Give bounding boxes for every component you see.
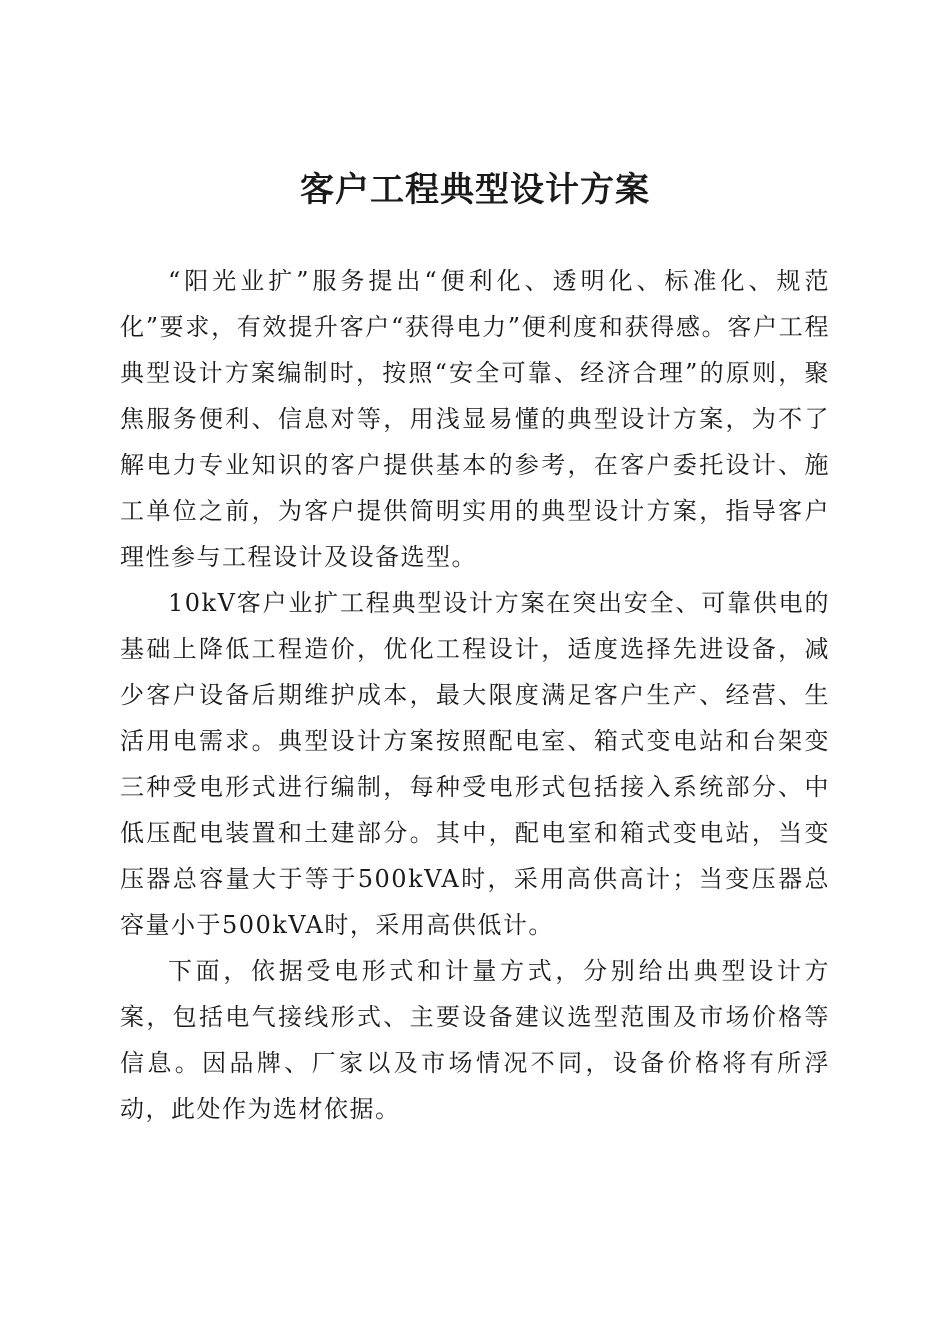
document-body (120, 258, 830, 1132)
paragraph-following: 下面，依据受电形式和计量方式，分别给出典型设计方案，包括电气接线形式、主要设备建议选型范围及市场价格等信息。因品牌、厂家以及市场情况不同，设备价格将有所浮动，此处作为选材依据。 (120, 957, 830, 1123)
document-title: 客户工程典型设计方案 (300, 170, 650, 210)
paragraph-10kv-scheme: 10kV客户业扩工程典型设计方案在突出安全、可靠供电的基础上降低工程造价，优化工程设计，适度选择先进设备，减少客户设备后期维护成本，最大限度满足客户生产、经营、生活用电需求。典型设计方案按照配电室、箱式变电站和台架变三种受电形式进行编制，每种受电形式包括接入系统部分、中低压配电装置和土建部分。其中，配电室和箱式变电站，当变压器总容量大于等于500kVA时，采用高供高计；当变压器总容量小于500kVA时，采用高供低计。 (120, 589, 830, 939)
paragraph-intro: “阳光业扩”服务提出“便利化、透明化、标准化、规范化”要求，有效提升客户“获得电力”便利度和获得感。客户工程典型设计方案编制时，按照“安全可靠、经济合理”的原则，聚焦服务便利、信息对等，用浅显易懂的典型设计方案，为不了解电力专业知识的客户提供基本的参考，在客户委托设计、施工单位之前，为客户提供简明实用的典型设计方案，指导客户理性参与工程设计及设备选型。 (120, 267, 830, 571)
